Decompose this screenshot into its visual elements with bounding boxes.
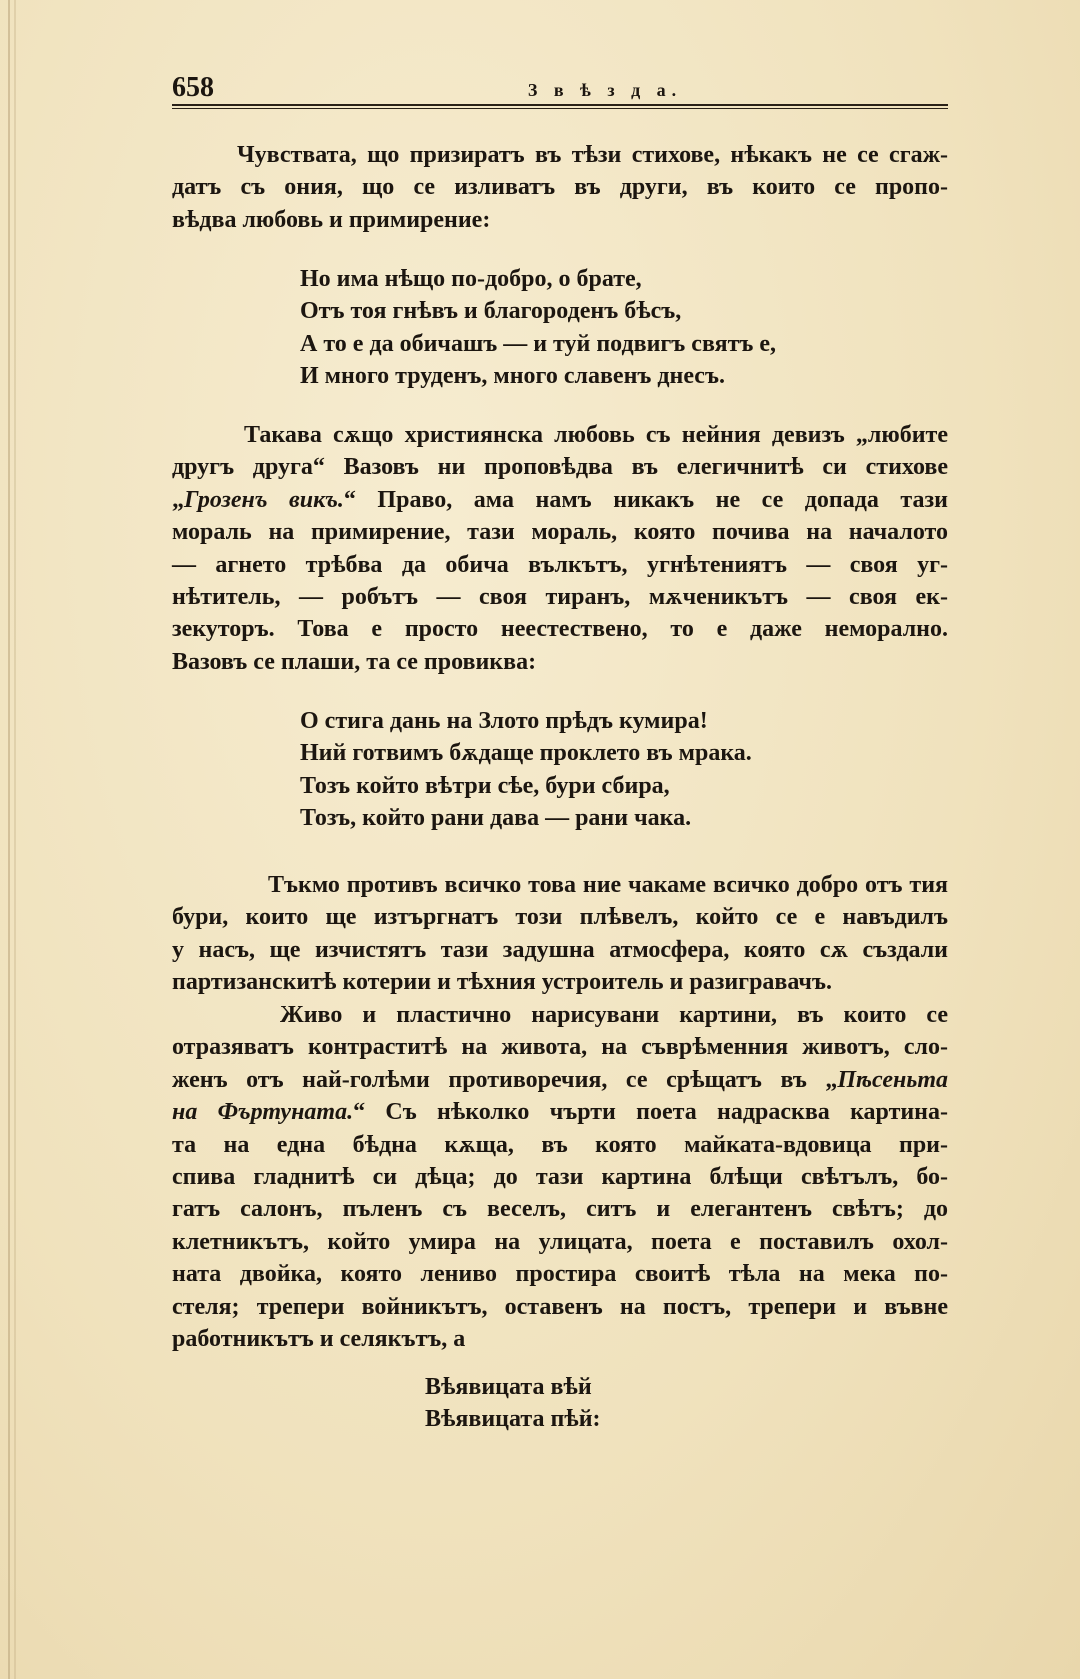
verse-line: А то е да обичашъ — и туй подвигъ святъ е, bbox=[300, 330, 777, 357]
verse-line: И много труденъ, много славенъ днесъ. bbox=[300, 363, 725, 390]
text-segment: партизанскитѣ котерии и тѣхния устроитель и разигравачъ. bbox=[172, 969, 832, 996]
text-segment: работникътъ и селякътъ, а bbox=[172, 1326, 466, 1353]
text-line bbox=[172, 1096, 948, 1128]
text-line bbox=[172, 1291, 948, 1323]
text-segment: вѣдва любовь и примирение: bbox=[172, 206, 491, 233]
text-segment: Тъкмо противъ всичко това ние чакаме всичко добро отъ тия bbox=[268, 872, 948, 898]
paragraph bbox=[172, 419, 948, 678]
text-line bbox=[172, 1161, 948, 1193]
italic-title: на Фъртуната. bbox=[172, 1099, 354, 1126]
text-segment: спива гладнитѣ си дѣца; до тази картина блѣщи свѣтълъ, бо- bbox=[172, 1164, 948, 1191]
text-segment: Вазовъ се плаши, та се провиква: bbox=[172, 648, 537, 675]
text-segment: женъ отъ най-голѣми противоречия, се срѣщатъ въ „ bbox=[172, 1066, 838, 1093]
verse-line: Ний готвимъ бѫдаще проклето въ мрака. bbox=[300, 740, 752, 767]
text-segment: бури, които ще изтъргнатъ този плѣвелъ, който се е навъдилъ bbox=[172, 904, 948, 931]
text-line bbox=[172, 1258, 948, 1290]
text-line bbox=[172, 516, 948, 548]
text-line bbox=[172, 1226, 948, 1258]
verse-line: Вѣявицата вѣй bbox=[425, 1374, 592, 1400]
header-rule bbox=[172, 104, 948, 106]
paragraph bbox=[172, 869, 948, 999]
text-line bbox=[172, 999, 948, 1031]
text-line bbox=[172, 869, 948, 901]
text-line bbox=[172, 1129, 948, 1161]
text-segment: отразяватъ контраститѣ на живота, на съврѣменния животъ, сло- bbox=[172, 1034, 948, 1061]
text-line bbox=[172, 581, 948, 613]
header-rule bbox=[172, 108, 948, 109]
verse bbox=[425, 1371, 601, 1436]
text-line bbox=[172, 1031, 948, 1063]
text-segment: та на една бѣдна кѫща, въ която майката-вдовица при- bbox=[172, 1131, 948, 1158]
text-line bbox=[172, 1064, 948, 1096]
text-line bbox=[172, 451, 948, 483]
text-segment: „ bbox=[172, 486, 184, 513]
text-line bbox=[172, 966, 948, 998]
text-segment: Живо и пластично нарисувани картини, въ които се bbox=[280, 1002, 948, 1028]
text-line bbox=[172, 646, 948, 678]
italic-title: Пѣсеньта bbox=[837, 1066, 948, 1093]
text-segment: датъ съ ония, що се изливатъ въ други, въ които се пропо- bbox=[172, 174, 948, 201]
verse bbox=[300, 263, 776, 393]
verse-line: Тозъ който вѣтри сѣе, бури сбира, bbox=[300, 772, 670, 799]
text-segment: Такава сѫщо християнска любовь съ нейния девизъ „любите bbox=[244, 422, 948, 448]
text-line bbox=[172, 419, 948, 451]
verse bbox=[300, 705, 752, 835]
text-line bbox=[172, 549, 948, 581]
text-segment: “ Право, ама намъ никакъ не се допада тази bbox=[343, 486, 948, 513]
verse-line: О стига дань на Злото прѣдъ кумира! bbox=[300, 708, 708, 734]
text-segment: зекуторъ. Това е просто неестествено, то е даже неморално. bbox=[172, 616, 948, 643]
page-number: 658 bbox=[172, 72, 214, 103]
text-segment: стеля; трепери войникътъ, оставенъ на постъ, трепери и въвне bbox=[172, 1293, 948, 1320]
text-line bbox=[172, 204, 948, 236]
text-line bbox=[172, 934, 948, 966]
text-line bbox=[172, 1323, 948, 1355]
text-line bbox=[172, 613, 948, 645]
text-segment: гатъ салонъ, пъленъ съ веселъ, ситъ и елегантенъ свѣтъ; до bbox=[172, 1196, 948, 1223]
running-title: З в ѣ з д а. bbox=[527, 80, 683, 100]
text-segment: у насъ, ще изчистятъ тази задушна атмосфера, която сѫ създали bbox=[172, 936, 948, 963]
text-line bbox=[172, 901, 948, 933]
text-segment: Чувствата, що призиратъ въ тѣзи стихове, нѣкакъ не се сгаж- bbox=[237, 142, 948, 168]
text-segment: клетникътъ, който умира на улицата, поета е поставилъ охол- bbox=[172, 1228, 948, 1255]
text-line bbox=[172, 171, 948, 203]
verse-line: Вѣявицата пѣй: bbox=[425, 1406, 601, 1433]
text-line bbox=[172, 139, 948, 171]
text-line bbox=[172, 484, 948, 516]
text-segment: — агнето трѣбва да обича вълкътъ, угнѣтениятъ — своя уг- bbox=[172, 551, 948, 578]
text-segment: ната двойка, която лениво простира своитѣ тѣла на мека по- bbox=[172, 1261, 948, 1288]
paragraph bbox=[172, 139, 948, 236]
verse-line: Тозъ, който рани дава — рани чака. bbox=[300, 805, 692, 832]
text-segment: мораль на примирение, тази мораль, която почива на началото bbox=[172, 519, 948, 546]
text-segment: другъ друга“ Вазовъ ни проповѣдва въ елегичнитѣ си стихове bbox=[172, 454, 948, 481]
page-edge bbox=[8, 0, 10, 1679]
verse-line: Но има нѣщо по-добро, о брате, bbox=[300, 266, 642, 292]
paragraph bbox=[172, 999, 948, 1355]
text-line bbox=[172, 1193, 948, 1225]
verse-line: Отъ тоя гнѣвъ и благороденъ бѣсъ, bbox=[300, 298, 682, 325]
text-segment: нѣтитель, — робътъ — своя тиранъ, мѫченикътъ — своя ек- bbox=[172, 584, 948, 611]
text-segment: “ Съ нѣколко чърти поета надрасква картина- bbox=[353, 1099, 949, 1126]
page-edge bbox=[14, 0, 16, 1679]
italic-title: Грозенъ викъ. bbox=[184, 486, 344, 513]
